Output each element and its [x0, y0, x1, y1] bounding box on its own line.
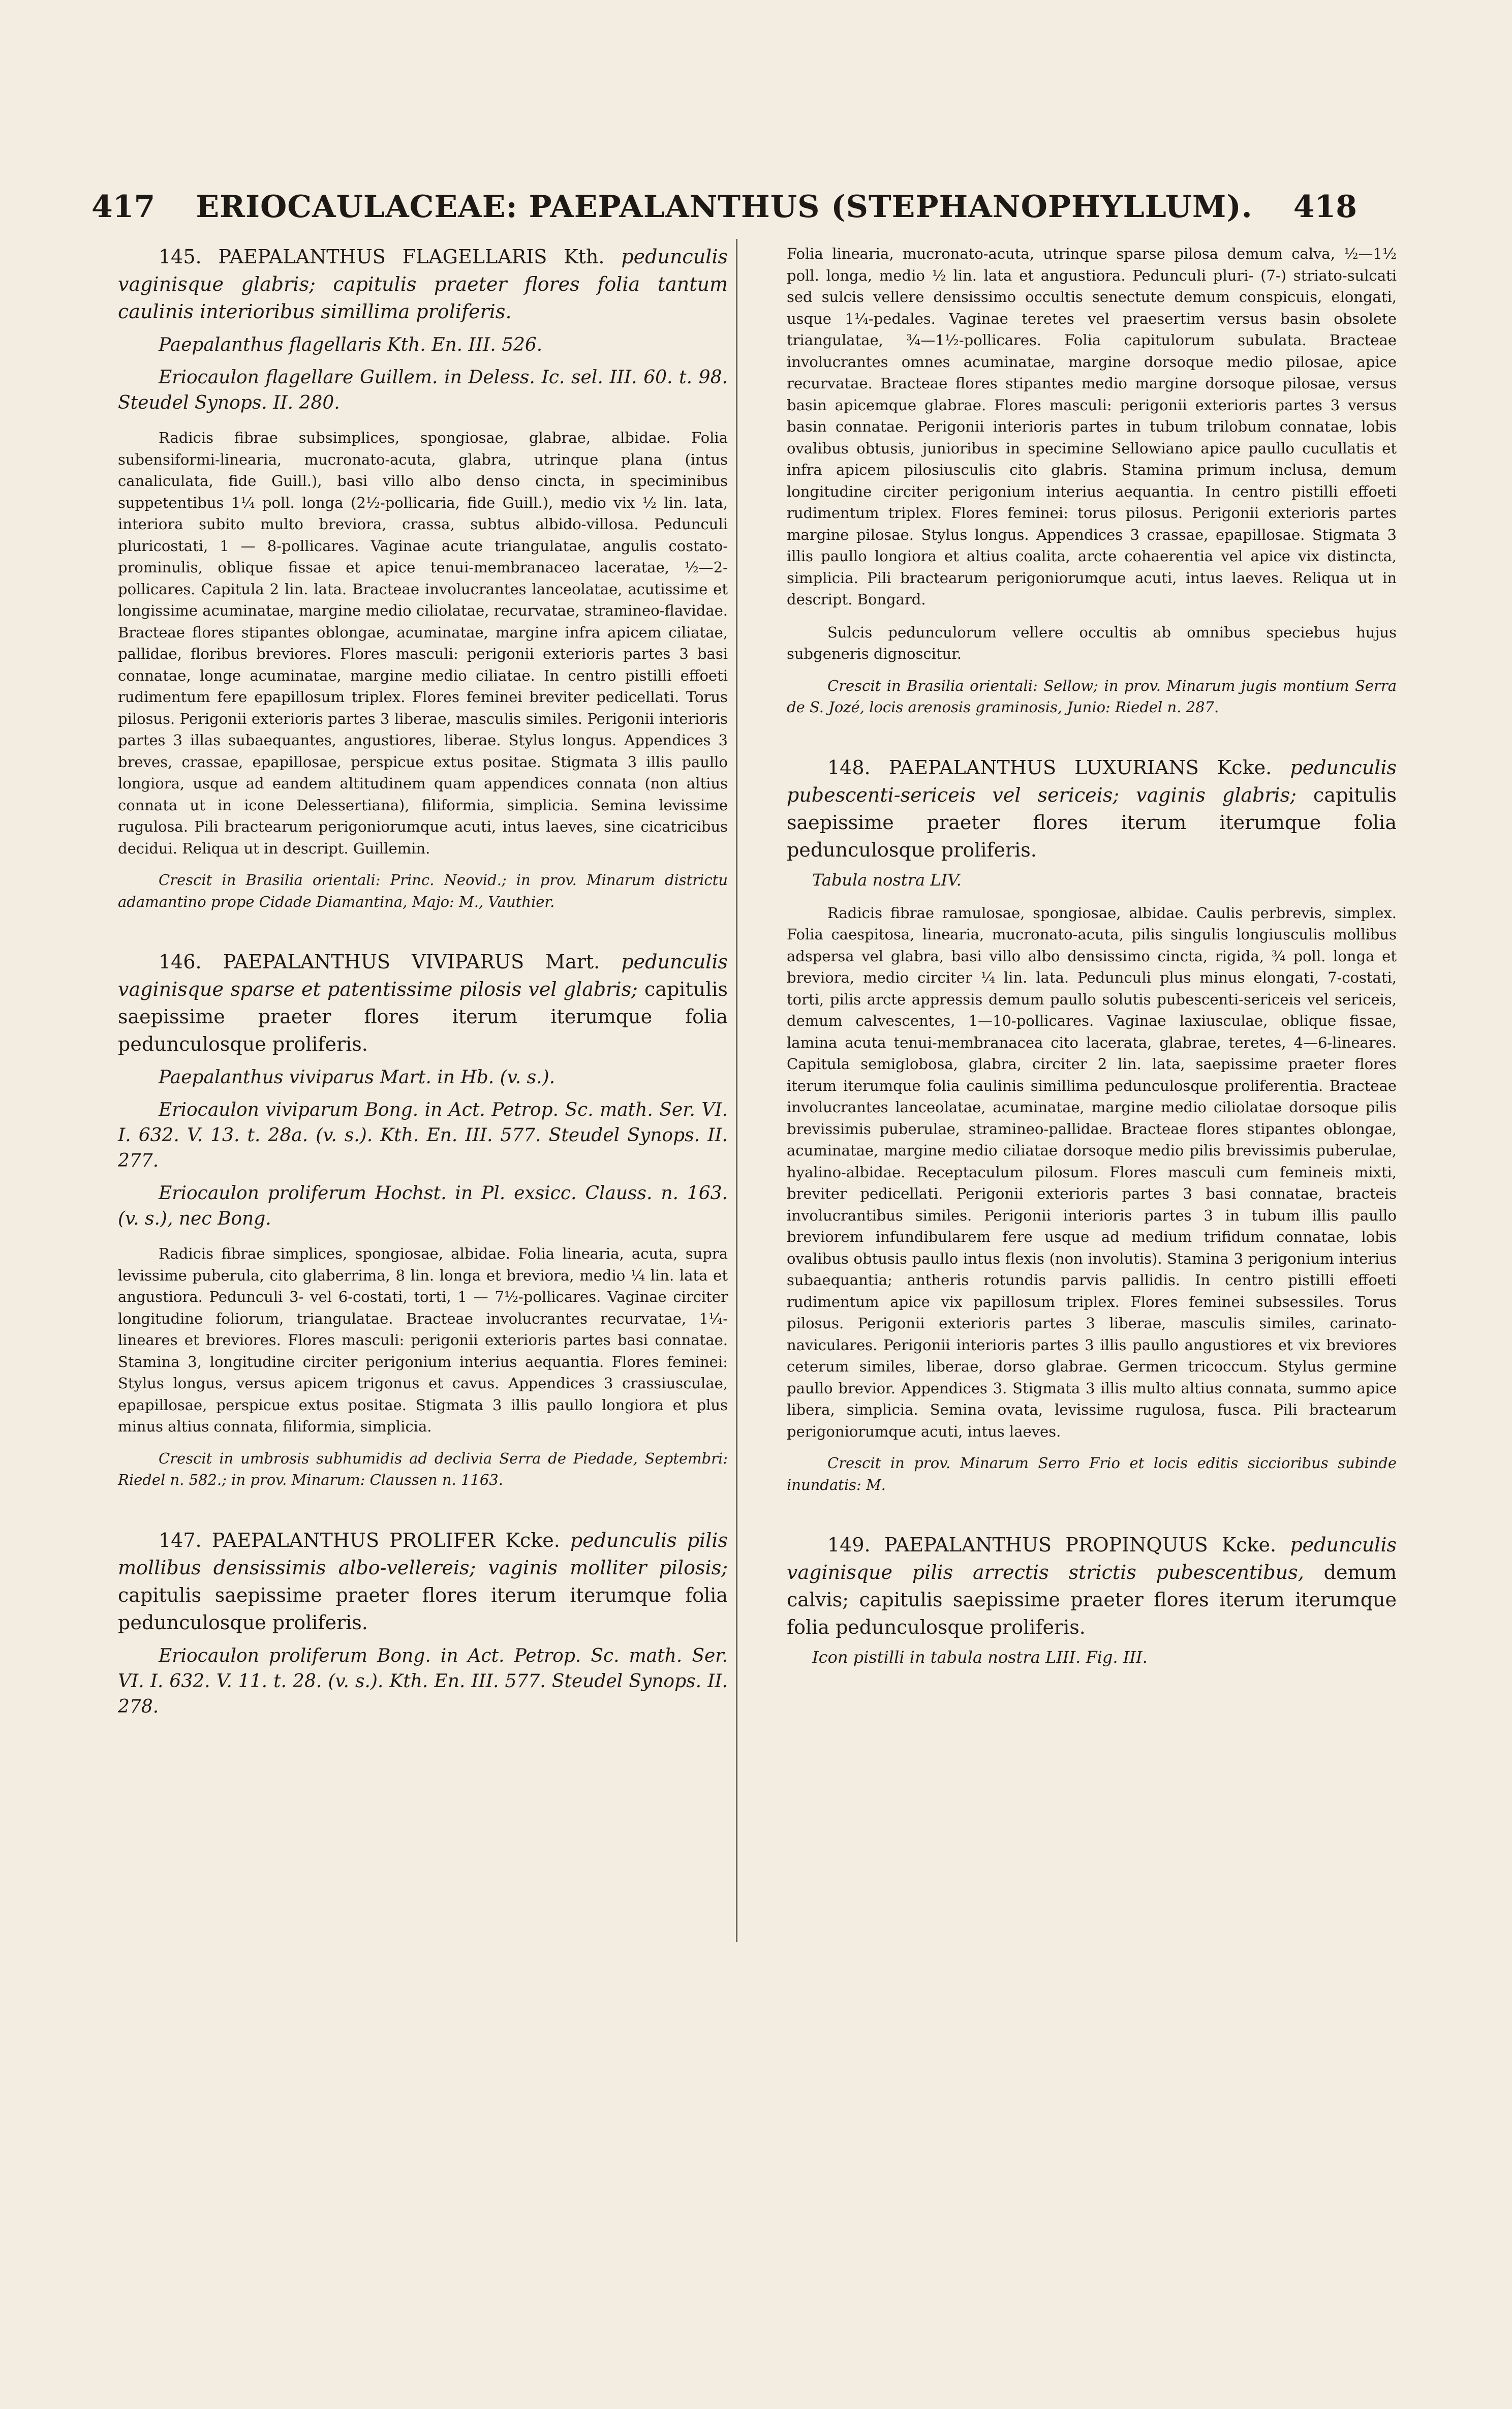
running-header	[91, 189, 1357, 235]
species-146-name: 146. PAEPALANTHUS VIVIPARUS Mart.	[159, 951, 600, 973]
species-147-diagnosis-rest: capitulis saepissime praeter flores iterum iterumque folia pedunculosque proliferis.	[118, 1583, 728, 1634]
species-148-plate-reference: Tabula nostra LIV.	[812, 870, 962, 890]
species-148-diagnosis-rest: capitulis saepissime praeter flores iterum iterumque folia pedunculosque proliferis.	[787, 783, 1397, 861]
species-145-synonym-2: Eriocaulon flagellare Guillem. in Deless. Ic. sel. III. 60. t. 98. Steudel Synops. II. 280.	[118, 367, 728, 413]
species-146-heading	[118, 948, 728, 1058]
species-149-icon-caption: Icon pistilli in tabula nostra LIII. Fig. III.	[812, 1648, 1148, 1667]
species-145-heading	[118, 243, 728, 325]
species-148-description: Radicis fibrae ramulosae, spongiosae, albidae. Caulis perbrevis, simplex. Folia caespitosa, linearia, mucronato-acuta, pilis singulis longiusculis mollibus adspersa vel glabra, basi villo albo densissimo cincta, rigida, ¾ poll. longa et breviora, medio circiter ¼ lin. lata. Pedunculi plus minus elongati, 7-costati, torti, pilis arcte appressis demum paullo solutis pubescenti-sericeis vel sericeis, demum calvescentes, 1—10-pollicares. Vaginae laxiusculae, oblique fissae, lamina acuta tenui-membranacea cito lacerata, glabrae, teretes, 4—6-lineares. Capitula semiglobosa, glabra, circiter 2 lin. lata, saepissime praeter flores iterum iterumque folia caulinis simillima pedunculosque proliferentia. Bracteae involucrantes lanceolatae, acuminatae, margine medio ciliolatae dorsoque pilis brevissimis puberulae, stramineo-pallidae. Bracteae flores stipantes oblongae, acuminatae, margine medio ciliatae dorsoque medio pilis brevissimis puberulae, hyalino-albidae. Receptaculum pilosum. Flores masculi cum femineis mixti, breviter pedicellati. Perigonii exterioris partes 3 basi connatae, bracteis involucrantibus similes. Perigonii interioris partes 3 in tubum illis paullo breviorem infundibularem fere usque ad medium trifidum connatae, lobis ovalibus obtusis paullo intus flexis (non involutis). Stamina 3 perigonium interius subaequantia; antheris rotundis parvis pallidis. In centro pistilli effoeti rudimentum apice vix papillosum triplex. Flores feminei subsessiles. Torus pilosus. Perigonii exterioris partes 3 liberae, masculis similes, carinato-naviculares. Perigonii interioris partes 3 illis paullo angustiores et vix breviores ceterum similes, liberae, dorso glabrae. Germen tricoccum. Stylus germine paullo brevior. Appendices 3. Stigmata 3 illis multo altius connata, summo apice libera, simplicia. Semina ovata, levissime rugulosa, fusca. Pili bractearum perigoniorumque acuti, intus laeves.	[787, 904, 1397, 1440]
species-145-name: 145. PAEPALANTHUS FLAGELLARIS Kth.	[159, 246, 605, 268]
species-147-locality: Crescit in Brasilia orientali: Sellow; in prov. Minarum jugis montium Serra de S. Jozé, locis arenosis graminosis, Junio: Riedel n. 287.	[787, 677, 1397, 716]
species-149-heading	[787, 1531, 1397, 1641]
species-147-name: 147. PAEPALANTHUS PROLIFER Kcke.	[159, 1529, 560, 1551]
species-145-synonym-1: Paepalanthus flagellaris Kth. En. III. 526.	[159, 334, 543, 355]
column-rule	[736, 239, 737, 1942]
species-145-locality: Crescit in Brasilia orientali: Princ. Neovid.; in prov. Minarum districtu adamantino prope Cidade Diamantina, Majo: M., Vauthier.	[118, 871, 728, 910]
species-146-diagnosis-rest: capitulis saepissime praeter flores iterum iterumque folia pedunculosque proliferis.	[118, 978, 728, 1055]
running-title: ERIOCAULACEAE: PAEPALANTHUS (STEPHANOPHYLLUM).	[196, 189, 1253, 225]
species-147-note: Sulcis pedunculorum vellere occultis ab omnibus speciebus hujus subgeneris dignoscitur.	[787, 623, 1397, 662]
species-149-name: 149. PAEPALANTHUS PROPINQUUS Kcke.	[827, 1534, 1277, 1556]
species-148-diagnosis: pedunculis pubescenti-sericeis vel sericeis; vaginis glabris;	[787, 756, 1397, 806]
species-147-heading	[118, 1527, 728, 1636]
species-147-synonym-1: Eriocaulon proliferum Bong. in Act. Petrop. Sc. math. Ser. VI. I. 632. V. 11. t. 28. (v. s.). Kth. En. III. 577. Steudel Synops. II. 278.	[118, 1645, 728, 1717]
species-148-heading	[787, 754, 1397, 864]
species-149-diagnosis: pedunculis vaginisque pilis arrectis strictis pubescentibus,	[787, 1534, 1397, 1583]
page-number-right: 418	[1293, 189, 1357, 225]
species-147-description: Folia linearia, mucronato-acuta, utrinque sparse pilosa demum calva, ½—1½ poll. longa, medio ½ lin. lata et angustiora. Pedunculi pluri- (7-) striato-sulcati sed sulcis vellere densissimo occultis senectute demum conspicuis, elongati, usque 1¼-pedales. Vaginae teretes vel praesertim versus basin obsolete triangulatae, ¾—1½-pollicares. Folia capitulorum subulata. Bracteae involucrantes omnes acuminatae, margine dorsoque medio pilosae, apice recurvatae. Bracteae flores stipantes medio margine dorsoque pilosae, versus basin apicemque glabrae. Flores masculi: perigonii exterioris partes 3 versus basin connatae. Perigonii interioris partes in tubum trilobum connatae, lobis ovalibus obtusis, junioribus in specimine Sellowiano apice paullo cucullatis et infra apicem pilosiusculis cito glabris. Stamina primum inclusa, demum longitudine circiter perigonium interius aequantia. In centro pistilli effoeti rudimentum triplex. Flores feminei: torus pilosus. Perigonii exterioris partes margine pilosae. Stylus longus. Appendices 3 crassae, epapillosae. Stigmata 3 illis paullo longiora et altius coalita, arcte cohaerentia vel apice vix distincta, simplicia. Pili bractearum perigoniorumque acuti, intus laeves. Reliqua ut in descript. Bongard.	[787, 245, 1397, 608]
species-148-name: 148. PAEPALANTHUS LUXURIANS Kcke.	[827, 756, 1272, 779]
species-147-diagnosis: pedunculis pilis mollibus densissimis albo-vellereis; vaginis molliter pilosis;	[118, 1529, 728, 1579]
species-145-diagnosis: pedunculis vaginisque glabris; capitulis praeter flores folia tantum caulinis interioribus simillima proliferis.	[118, 246, 728, 323]
species-146-synonym-1: Paepalanthus viviparus Mart. in Hb. (v. s.).	[159, 1067, 556, 1088]
species-146-synonym-2: Eriocaulon viviparum Bong. in Act. Petrop. Sc. math. Ser. VI. I. 632. V. 13. t. 28a. (v. s.). Kth. En. III. 577. Steudel Synops. II. 277.	[118, 1100, 728, 1171]
species-145-description: Radicis fibrae subsimplices, spongiosae, glabrae, albidae. Folia subensiformi-linearia, mucronato-acuta, glabra, utrinque plana (intus canaliculata, fide Guill.), basi villo albo denso cincta, in speciminibus suppetentibus 1¼ poll. longa (2½-pollicaria, fide Guill.), medio vix ½ lin. lata, interiora subito multo breviora, crassa, subtus albido-villosa. Pedunculi pluricostati, 1 — 8-pollicares. Vaginae acute triangulatae, angulis costato-prominulis, oblique fissae et apice tenui-membranaceo laceratae, ½—2-pollicares. Capitula 2 lin. lata. Bracteae involucrantes lanceolatae, acutissime et longissime acuminatae, margine medio ciliolatae, recurvatae, stramineo-flavidae. Bracteae flores stipantes oblongae, acuminatae, margine infra apicem ciliatae, pallidae, floribus breviores. Flores masculi: perigonii exterioris partes 3 basi connatae, longe acuminatae, margine medio ciliatae. In centro pistilli effoeti rudimentum fere epapillosum triplex. Flores feminei breviter pedicellati. Torus pilosus. Perigonii exterioris partes 3 liberae, masculis similes. Perigonii interioris partes 3 illas subaequantes, angustiores, liberae. Stylus longus. Appendices 3 breves, crassae, epapillosae, perspicue extus positae. Stigmata 3 illis paullo longiora, usque ad eandem altitudinem quam appendices connata (non altius connata ut in icone Delessertiana), filiformia, simplicia. Semina levissime rugulosa. Pili bractearum perigoniorumque acuti, intus laeves, sine cicatricibus decidui. Reliqua ut in descript. Guillemin.	[118, 429, 728, 857]
species-146-synonym-3: Eriocaulon proliferum Hochst. in Pl. exsicc. Clauss. n. 163. (v. s.), nec Bong.	[118, 1183, 728, 1229]
species-146-diagnosis: pedunculis vaginisque sparse et patentissime pilosis vel glabris;	[118, 951, 728, 1000]
species-146-locality: Crescit in umbrosis subhumidis ad declivia Serra de Piedade, Septembri: Riedel n. 582.; in prov. Minarum: Claussen n. 1163.	[118, 1449, 728, 1488]
species-148-locality: Crescit in prov. Minarum Serro Frio et locis editis siccioribus subinde inundatis: M.	[787, 1454, 1397, 1493]
page-number-left: 417	[91, 189, 156, 225]
species-149-diagnosis-rest: demum calvis; capitulis saepissime praeter flores iterum iterumque folia pedunculosque proliferis.	[787, 1561, 1397, 1638]
right-column	[787, 243, 1397, 1668]
left-column	[118, 243, 728, 1720]
species-146-description: Radicis fibrae simplices, spongiosae, albidae. Folia linearia, acuta, supra levissime puberula, cito glaberrima, 8 lin. longa et breviora, medio ¼ lin. lata et angustiora. Pedunculi 3- vel 6-costati, torti, 1 — 7½-pollicares. Vaginae circiter longitudine foliorum, triangulatae. Bracteae involucrantes recurvatae, 1¼-lineares et breviores. Flores masculi: perigonii exterioris partes basi connatae. Stamina 3, longitudine circiter perigonium interius aequantia. Flores feminei: Stylus longus, versus apicem trigonus et cavus. Appendices 3 crassiusculae, epapillosae, perspicue extus positae. Stigmata 3 illis paullo longiora et plus minus altius connata, filiformia, simplicia.	[118, 1245, 728, 1435]
